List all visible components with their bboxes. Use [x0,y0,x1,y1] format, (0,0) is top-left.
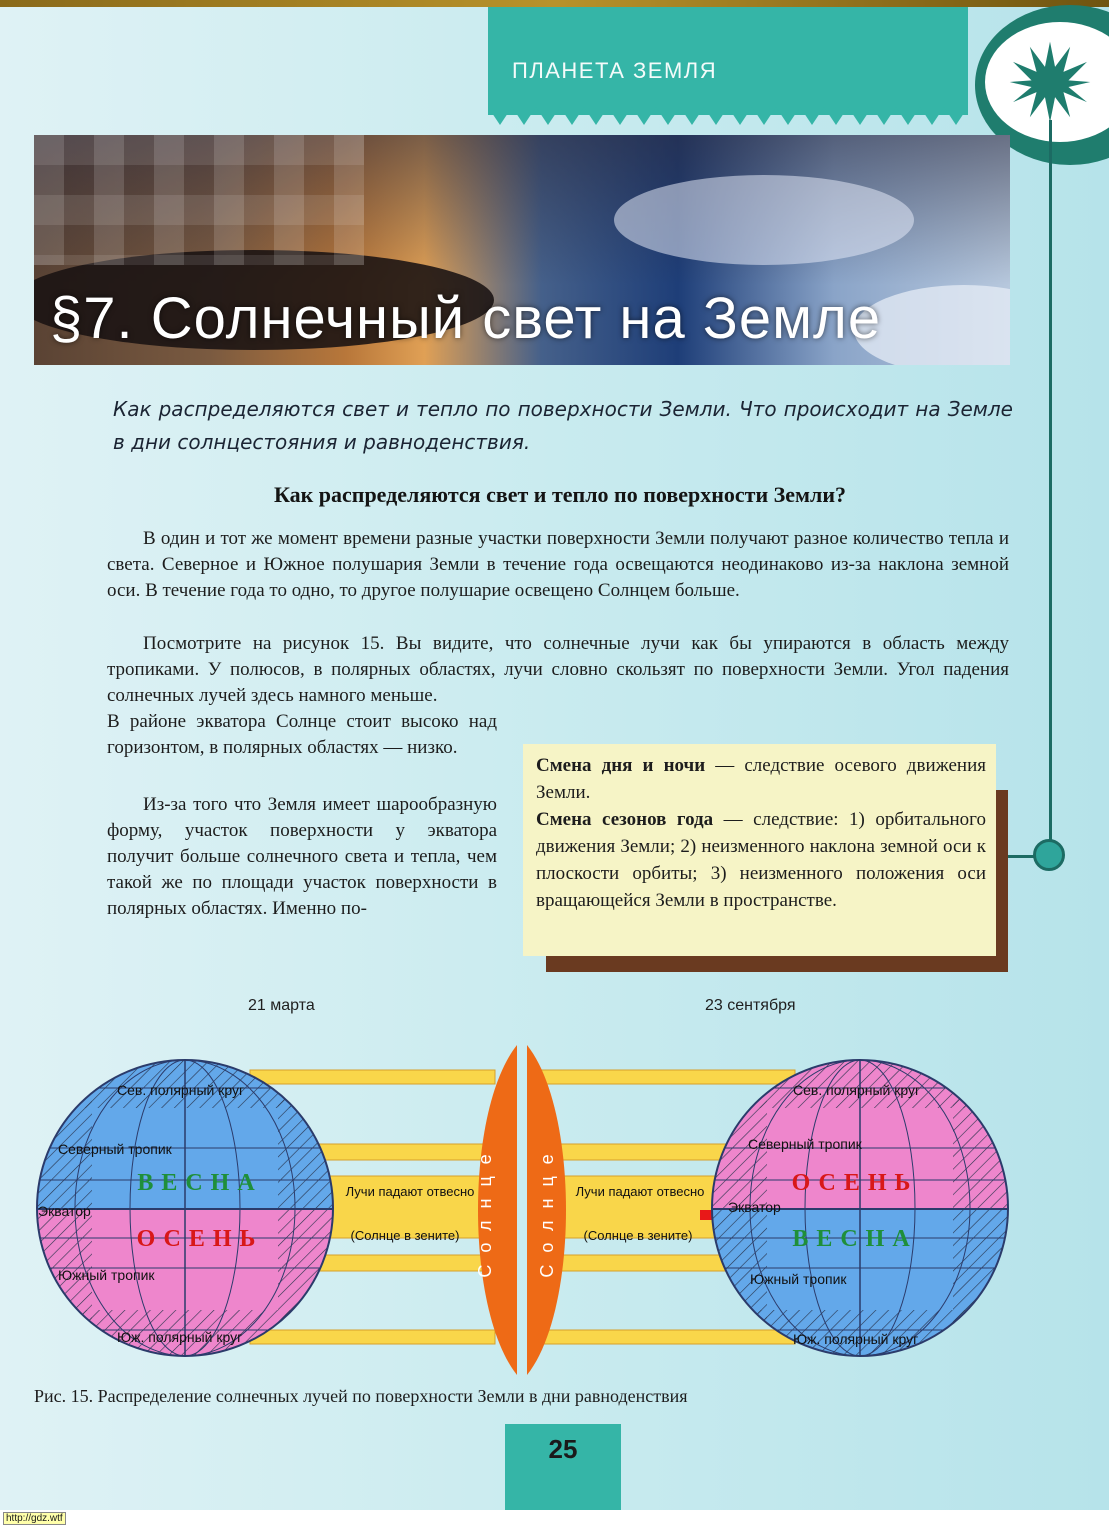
sidebox-def-2: — следствие: 1) орбитального движения Земли; 2) неизменного наклона земной оси к плоскости орбиты; 3) неизменного положения оси вращающейся Земли в пространстве. [536,809,986,911]
rail-dot-icon [1033,839,1065,871]
banner-pixel-pattern [34,135,364,265]
sidebox-text [536,752,986,914]
paragraph-2-continued: В районе экватора Солнце стоит высоко над горизонтом, в полярных областях — низко. [107,711,497,758]
zenith-marker [700,1210,712,1220]
right-south-polar-label: Юж. полярный круг [793,1331,919,1347]
right-south-tropic-label: Южный тропик [750,1271,847,1287]
right-autumn-label: ОСЕНЬ [791,1170,919,1196]
left-spring-label: ВЕСНА [137,1170,263,1196]
ray [530,1070,795,1084]
right-spring-label: ВЕСНА [792,1226,918,1252]
page-title: §7. Солнечный свет на Земле [50,286,882,351]
ray [300,1144,495,1160]
left-north-polar-label: Сев. полярный круг [117,1082,245,1098]
zenith-label-left: (Солнце в зените) [350,1228,460,1243]
date-march: 21 марта [248,997,315,1014]
section-label: ПЛАНЕТА ЗЕМЛЯ [512,58,718,83]
sidebox-term-2: Смена сезонов года [536,809,714,830]
right-equator-label: Экватор [728,1199,781,1215]
section-heading: Как распределяются свет и тепло по поверхности Земли? [273,482,847,507]
right-north-tropic-label: Северный тропик [748,1136,862,1152]
left-south-polar-label: Юж. полярный круг [117,1329,243,1345]
sidebox-def-1: — следствие осевого движения Земли. [536,755,986,803]
left-south-tropic-label: Южный тропик [58,1267,155,1283]
intro-question: Как распределяются свет и тепло по поверхности Земли. Что происходит на Земле в дни солнцестояния и равноденствия. [113,397,1013,454]
left-equator-label: Экватор [38,1203,91,1219]
ray [250,1330,495,1344]
equinox-figure [0,1040,1109,1380]
watermark-link[interactable]: http://gdz.wtf [3,1512,66,1525]
star-icon [1008,40,1092,124]
sun-label-left: Солнце [475,1142,495,1278]
rays-label-left: Лучи падают отвесно [345,1184,475,1199]
title-banner [34,135,1010,365]
right-north-polar-label: Сев. полярный круг [793,1082,921,1098]
bottom-strip [0,1510,1109,1529]
header-tab-notches [488,85,968,125]
figure-caption: Рис. 15. Распределение солнечных лучей по поверхности Земли в дни равноденствия [34,1386,688,1406]
paragraph-1: В один и тот же момент времени разные участки поверхности Земли получают разное количество тепла и света. Северное и Южное полушария Земли в течение года освещаются неодинаково из-за наклона земной оси. В течение года то одно, то другое полушарие освещено Солнцем больше. [107,528,1009,601]
zenith-label-right: (Солнце в зените) [583,1228,693,1243]
paragraph-3: Из-за того что Земля имеет шарообразную форму, участок поверхности у экватора получит больше солнечного света и тепла, чем такой же по площади участок поверхности в полярных областях. Именно по- [107,794,497,919]
date-september: 23 сентября [705,997,796,1014]
ray [300,1255,495,1271]
page-number: 25 [548,1434,578,1464]
sidebox-term-1: Смена дня и ночи [536,755,706,776]
sun-label-right: Солнце [537,1142,557,1278]
top-strip [0,0,1109,7]
sidebox-item-2 [536,806,986,914]
paragraph-2: Посмотрите на рисунок 15. Вы видите, что солнечные лучи как бы упираются в область между тропиками. У полюсов, в полярных областях, лучи словно скользят по поверхности Земли. Угол падения солнечных лучей здесь намного меньше. [107,633,1009,706]
sidebox-item-1 [536,752,986,806]
ray [250,1070,495,1084]
ray [530,1330,795,1344]
rays-label-right: Лучи падают отвесно [575,1184,705,1199]
left-autumn-label: ОСЕНЬ [136,1226,264,1252]
banner-cloud [614,175,914,265]
left-north-tropic-label: Северный тропик [58,1141,172,1157]
side-rail [1049,120,1052,855]
